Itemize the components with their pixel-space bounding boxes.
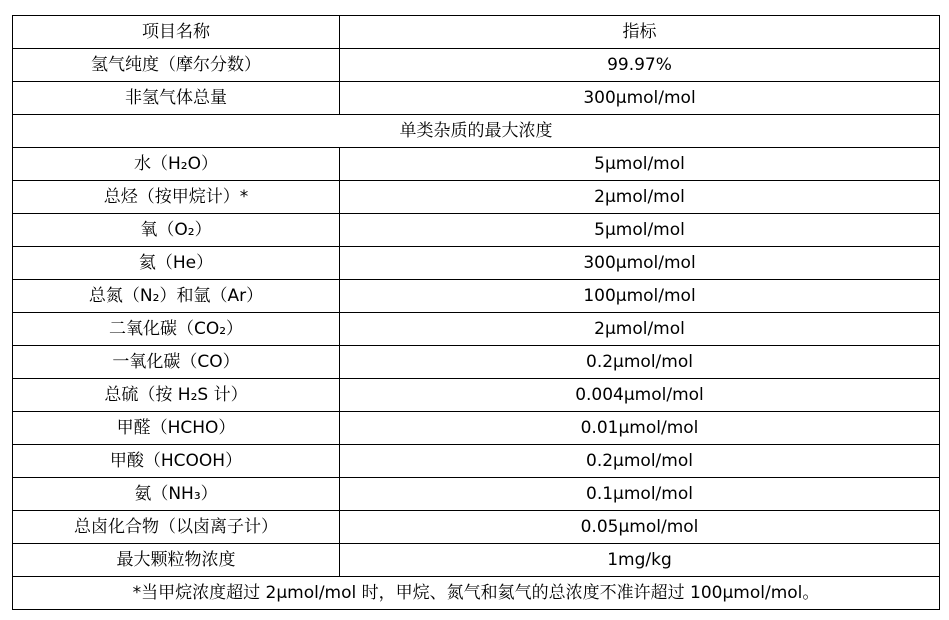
table-row xyxy=(13,379,940,412)
item-name-cell: 总硫（按 H₂S 计） xyxy=(13,379,340,412)
header-indicator: 指标 xyxy=(340,16,940,49)
table-row xyxy=(13,148,940,181)
hydrogen-quality-table xyxy=(12,15,940,610)
indicator-cell: 0.004μmol/mol xyxy=(340,379,940,412)
item-name-cell: 水（H₂O） xyxy=(13,148,340,181)
table-row xyxy=(13,82,940,115)
indicator-cell: 0.2μmol/mol xyxy=(340,445,940,478)
indicator-cell: 99.97% xyxy=(340,49,940,82)
footnote-row xyxy=(13,577,940,610)
indicator-cell: 0.2μmol/mol xyxy=(340,346,940,379)
table-row xyxy=(13,478,940,511)
indicator-cell: 5μmol/mol xyxy=(340,214,940,247)
item-name-cell: 甲酸（HCOOH） xyxy=(13,445,340,478)
indicator-cell: 0.01μmol/mol xyxy=(340,412,940,445)
table-row xyxy=(13,214,940,247)
footnote: *当甲烷浓度超过 2μmol/mol 时，甲烷、氮气和氦气的总浓度不准许超过 100μmol/mol。 xyxy=(13,577,940,610)
table-row xyxy=(13,313,940,346)
indicator-cell: 1mg/kg xyxy=(340,544,940,577)
section-title: 单类杂质的最大浓度 xyxy=(13,115,940,148)
item-name-cell: 氧（O₂） xyxy=(13,214,340,247)
item-name-cell: 甲醛（HCHO） xyxy=(13,412,340,445)
indicator-cell: 2μmol/mol xyxy=(340,181,940,214)
indicator-cell: 300μmol/mol xyxy=(340,247,940,280)
item-name-cell: 氢气纯度（摩尔分数） xyxy=(13,49,340,82)
table-row xyxy=(13,247,940,280)
table-row xyxy=(13,511,940,544)
item-name-cell: 二氧化碳（CO₂） xyxy=(13,313,340,346)
item-name-cell: 总卤化合物（以卤离子计） xyxy=(13,511,340,544)
item-name-cell: 氨（NH₃） xyxy=(13,478,340,511)
item-name-cell: 总烃（按甲烷计）* xyxy=(13,181,340,214)
item-name-cell: 氦（He） xyxy=(13,247,340,280)
section-title-row xyxy=(13,115,940,148)
table-header-row xyxy=(13,16,940,49)
indicator-cell: 0.1μmol/mol xyxy=(340,478,940,511)
indicator-cell: 5μmol/mol xyxy=(340,148,940,181)
item-name-cell: 总氮（N₂）和氩（Ar） xyxy=(13,280,340,313)
item-name-cell: 一氧化碳（CO） xyxy=(13,346,340,379)
table-row xyxy=(13,280,940,313)
indicator-cell: 2μmol/mol xyxy=(340,313,940,346)
table-row xyxy=(13,544,940,577)
header-item-name: 项目名称 xyxy=(13,16,340,49)
indicator-cell: 0.05μmol/mol xyxy=(340,511,940,544)
table-row xyxy=(13,445,940,478)
indicator-cell: 100μmol/mol xyxy=(340,280,940,313)
table-row xyxy=(13,412,940,445)
table-row xyxy=(13,49,940,82)
table-row xyxy=(13,346,940,379)
item-name-cell: 最大颗粒物浓度 xyxy=(13,544,340,577)
indicator-cell: 300μmol/mol xyxy=(340,82,940,115)
table-row xyxy=(13,181,940,214)
item-name-cell: 非氢气体总量 xyxy=(13,82,340,115)
